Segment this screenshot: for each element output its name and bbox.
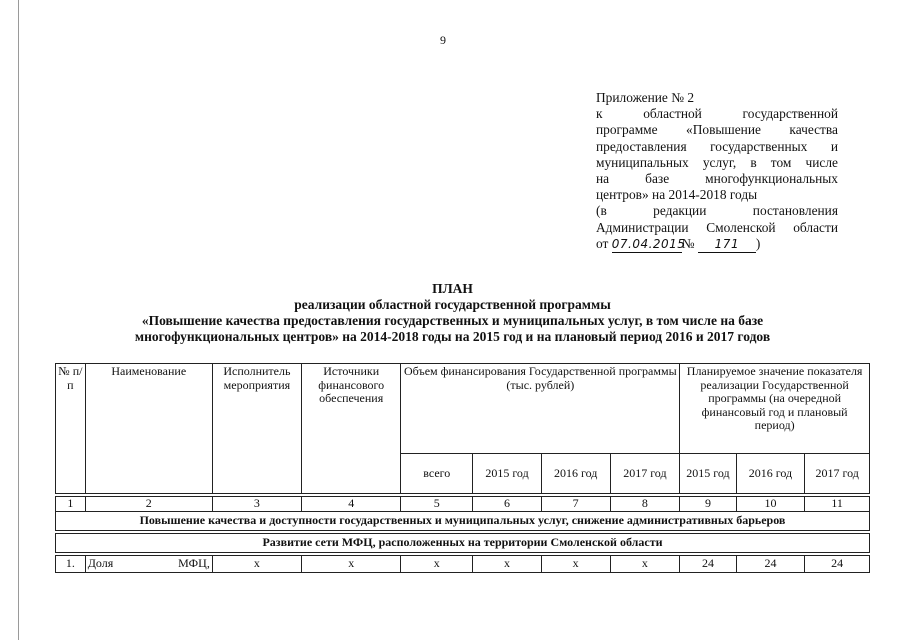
- funding-sub-2016: 2016 год: [541, 454, 610, 494]
- plan-subtitle: реализации областной государственной программы: [294, 297, 611, 312]
- funding-sub-2015: 2015 год: [473, 454, 542, 494]
- indicator-sub-2017: 2017 год: [805, 454, 870, 494]
- col-number: 3: [212, 497, 301, 512]
- row-name: Доля МФЦ,: [85, 556, 212, 573]
- section-heading-2: Развитие сети МФЦ, расположенных на территории Смоленской области: [56, 534, 870, 553]
- row-cell: х: [212, 556, 301, 573]
- number-label: №: [681, 235, 695, 251]
- col-number: 9: [680, 497, 736, 512]
- header-name: Наименование: [85, 364, 212, 494]
- col-number: 4: [302, 497, 401, 512]
- row-cell: х: [302, 556, 401, 573]
- row-cell: 24: [680, 556, 736, 573]
- handwritten-date: 07.04.2015: [612, 236, 682, 253]
- appendix-line: к областной государственной: [596, 106, 838, 122]
- row-cell: х: [473, 556, 542, 573]
- col-number: 2: [85, 497, 212, 512]
- plan-line-3: «Повышение качества предоставления государственных и муниципальных услуг, в том числе на базе: [141, 313, 764, 328]
- handwritten-number: 171: [698, 236, 756, 253]
- row-num: 1.: [56, 556, 86, 573]
- plan-table: [55, 363, 870, 573]
- page-left-border: [18, 0, 19, 640]
- row-cell: 24: [736, 556, 805, 573]
- col-number: 10: [736, 497, 805, 512]
- row-cell: х: [401, 556, 473, 573]
- col-number: 8: [610, 497, 680, 512]
- header-num: № п/п: [56, 364, 86, 494]
- indicator-sub-2015: 2015 год: [680, 454, 736, 494]
- col-number: 5: [401, 497, 473, 512]
- indicator-sub-2016: 2016 год: [736, 454, 805, 494]
- funding-sub-total: всего: [401, 454, 473, 494]
- plan-title: ПЛАН: [432, 281, 473, 296]
- close-paren: ): [755, 235, 761, 251]
- appendix-line: программе «Повышение качества: [596, 122, 838, 138]
- appendix-line: на базе многофункциональных: [596, 171, 838, 187]
- row-cell: х: [541, 556, 610, 573]
- row-cell: 24: [805, 556, 870, 573]
- header-sources: Источники финансового обеспечения: [302, 364, 401, 494]
- appendix-line: Администрации Смоленской области: [596, 219, 838, 235]
- section-heading-1: Повышение качества и доступности государственных и муниципальных услуг, снижение административных барьеров: [56, 512, 870, 531]
- table-row: [56, 556, 870, 573]
- col-number: 6: [473, 497, 542, 512]
- appendix-line: центров» на 2014-2018 годы: [596, 187, 758, 203]
- appendix-block: [596, 90, 838, 253]
- header-indicator: Планируемое значение показателя реализации Государственной программы (на очередной финансовый год и плановый период): [680, 364, 870, 454]
- appendix-line: (в редакции постановления: [596, 203, 838, 219]
- col-number: 7: [541, 497, 610, 512]
- appendix-line: муниципальных услуг, в том числе: [596, 154, 838, 170]
- header-executor: Исполнитель мероприятия: [212, 364, 301, 494]
- appendix-date-line: [596, 236, 838, 253]
- funding-sub-2017: 2017 год: [610, 454, 680, 494]
- col-number: 11: [805, 497, 870, 512]
- page-number: 9: [440, 33, 446, 47]
- row-cell: х: [610, 556, 680, 573]
- header-funding: Объем финансирования Государственной программы (тыс. рублей): [401, 364, 680, 454]
- from-label: от: [596, 235, 609, 251]
- plan-line-4: многофункциональных центров» на 2014-2018 годы на 2015 год и на плановый период 2016 и 2017 годов: [134, 329, 771, 344]
- col-number: 1: [56, 497, 86, 512]
- appendix-line: предоставления государственных и: [596, 138, 838, 154]
- appendix-title: Приложение № 2: [596, 90, 695, 105]
